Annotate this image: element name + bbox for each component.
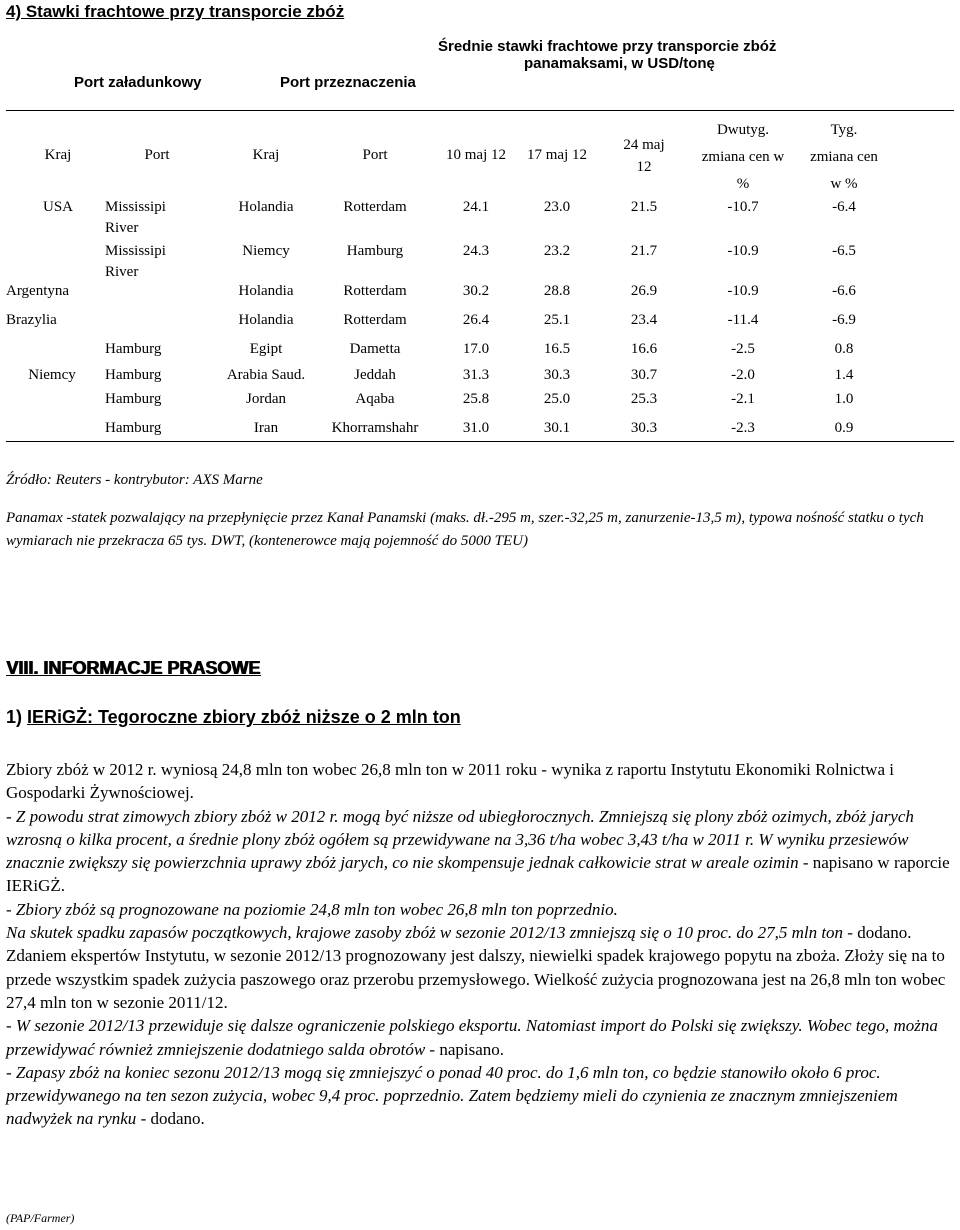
article-credit: (PAP/Farmer) — [6, 1211, 75, 1225]
cell-rate-date3: 26.9 — [630, 283, 658, 299]
port-loading-header: Port załadunkowy — [74, 74, 202, 91]
article-quote: - W sezonie 2012/13 przewiduje się dalsze ograniczenie polskiego eksportu. Natomiast import do Polski się zwiększy. Wobec tego, można przewidywać również zmniejszenie dodatniego salda obrotów — [6, 1016, 938, 1059]
cell-rate-date1: 30.2 — [462, 283, 490, 299]
cell-rate-date1: 31.0 — [462, 420, 490, 436]
article-body — [6, 758, 956, 1131]
rates-title-line1: Średnie stawki frachtowe przy transporcie zbóż — [438, 38, 777, 55]
cell-rate-date2: 25.0 — [543, 391, 571, 407]
panamax-note: Panamax -statek pozwalający na przepłynięcie przez Kanał Panamski (maks. dł.-295 m, szer.-32,25 m, zanurzenie-13,5 m), typowa nośność statku o tych wymiarach nie przekracza 65 tys. DWT, (kontenerowce mają pojemność do 5000 TEU) — [6, 510, 924, 549]
article-attribution: - napisano. — [425, 1039, 505, 1059]
table-bottom-rule — [6, 441, 954, 442]
cell-change-weekly: -6.6 — [832, 283, 856, 299]
cell-rate-date3: 21.5 — [630, 199, 658, 215]
cell-rate-date1: 24.3 — [462, 243, 490, 259]
section-title-press-text: VIII. INFORMACJE PRASOWE — [6, 658, 261, 678]
cell-country-dest: Iran — [253, 420, 279, 436]
cell-country-dest: Arabia Saud. — [226, 367, 306, 383]
port-destination-header: Port przeznaczenia — [280, 74, 416, 91]
cell-change-biweekly: -2.3 — [731, 420, 755, 436]
article-paragraph — [6, 805, 956, 898]
article-paragraph — [6, 921, 956, 944]
cell-country-dest: Egipt — [249, 341, 283, 357]
cell-change-biweekly: -2.1 — [731, 391, 755, 407]
cell-country-origin: USA — [42, 199, 74, 215]
article-paragraph — [6, 1014, 956, 1061]
article-quote: - Zapasy zbóż na koniec sezonu 2012/13 mogą się zmniejszyć o ponad 40 proc. do 1,6 mln ton, co będzie stanowiło około 6 proc. przewidywanego na ten sezon zużycia, wobec 9,4 proc. poprzednio. Zatem będziemy mieli do czynienia ze znacznym zmniejszeniem nadwyżek na rynku — [6, 1062, 898, 1129]
cell-rate-date1: 31.3 — [462, 367, 490, 383]
cell-rate-date2: 28.8 — [543, 283, 571, 299]
cell-country-dest: Jordan — [246, 391, 286, 407]
cell-rate-date2: 23.2 — [543, 243, 571, 259]
col-header-weekly-line3: w % — [830, 176, 858, 192]
col-header-biweekly-line1: Dwutyg. — [716, 122, 770, 138]
col-header-country-dest: Kraj — [252, 147, 280, 163]
col-header-port-origin: Port — [144, 147, 170, 163]
rates-title-line2: panamaksami, w USD/tonę — [524, 55, 715, 72]
table-top-rule — [6, 110, 954, 111]
col-header-weekly-line2: zmiana cen — [810, 149, 878, 165]
cell-port-origin: Hamburg — [105, 391, 162, 407]
cell-port-dest: Rotterdam — [343, 283, 407, 299]
source-note: Źródło: Reuters - kontrybutor: AXS Marne — [6, 472, 263, 488]
col-header-date2: 17 maj 12 — [527, 147, 587, 163]
article-quote: Na skutek spadku zapasów początkowych, krajowe zasoby zbóż w sezonie 2012/13 zmniejszą się o 10 proc. do 27,5 mln ton — [6, 923, 844, 943]
col-header-date1: 10 maj 12 — [446, 147, 506, 163]
cell-port-origin: Hamburg — [105, 367, 162, 383]
cell-rate-date2: 16.5 — [543, 341, 571, 357]
cell-rate-date2: 23.0 — [543, 199, 571, 215]
cell-port-dest: Dametta — [349, 341, 401, 357]
cell-change-weekly: -6.9 — [832, 312, 856, 328]
article-attribution: - dodano. — [843, 923, 912, 943]
cell-change-biweekly: -11.4 — [727, 312, 759, 328]
article-attribution: - dodano. — [136, 1109, 205, 1129]
article-quote: - Z powodu strat zimowych zbiory zbóż w 2012 r. mogą być niższe od ubiegłorocznych. Zmniejszą się plony zbóż ozimych, zbóż jarych wzrosną o kilka procent, a średnie plony zbóż ogółem są przewidywane na 3,36 t/ha wobec 3,43 t/ha w 2011 r. W wyniku przesiewów znacznie zwiększy się powierzchnia uprawy zbóż jarych, co nie skompensuje jednak całkowicie strat w areale ozimin — [6, 806, 914, 873]
cell-country-dest: Holandia — [238, 283, 294, 299]
article-paragraph: Zdaniem ekspertów Instytutu, w sezonie 2012/13 prognozowany jest dalszy, niewielki spadek krajowego popytu na zboża. Złoży się na to przede wszystkim spadek zużycia paszowego oraz przerobu przemysłowego. Wielkość zużycia prognozowana jest na 26,8 mln ton wobec 27,4 mln ton w sezonie 2011/12. — [6, 946, 946, 1012]
cell-change-biweekly: -10.9 — [727, 283, 759, 299]
section-title-press — [6, 658, 260, 679]
col-header-date3-line1: 24 maj — [623, 137, 665, 153]
cell-change-weekly: 1.0 — [834, 391, 854, 407]
cell-port-dest: Jeddah — [354, 367, 396, 383]
cell-change-biweekly: -10.9 — [727, 243, 759, 259]
cell-change-weekly: -6.5 — [832, 243, 856, 259]
article-title: IERiGŻ: Tegoroczne zbiory zbóż niższe o 2 mln ton — [27, 707, 461, 727]
cell-country-dest: Niemcy — [242, 243, 290, 259]
cell-port-origin: Mississipi — [105, 243, 166, 259]
col-header-biweekly-line3: % — [736, 176, 750, 192]
cell-port-origin: Hamburg — [105, 420, 162, 436]
cell-change-biweekly: -10.7 — [727, 199, 759, 215]
col-header-weekly-line1: Tyg. — [830, 122, 858, 138]
cell-change-biweekly: -2.0 — [731, 367, 755, 383]
cell-rate-date3: 30.7 — [630, 367, 658, 383]
cell-country-origin: Brazylia — [6, 312, 57, 328]
cell-port-origin-line2: River — [105, 264, 139, 280]
cell-rate-date2: 25.1 — [543, 312, 571, 328]
cell-country-dest: Holandia — [238, 312, 294, 328]
cell-country-origin: Niemcy — [28, 367, 76, 383]
cell-rate-date1: 25.8 — [462, 391, 490, 407]
col-header-country-origin: Kraj — [44, 147, 72, 163]
cell-rate-date3: 30.3 — [630, 420, 658, 436]
col-header-port-dest: Port — [362, 147, 388, 163]
cell-change-weekly: 0.9 — [834, 420, 854, 436]
cell-port-origin: Mississipi — [105, 199, 166, 215]
cell-rate-date2: 30.1 — [543, 420, 571, 436]
article-number: 1) — [6, 707, 28, 727]
article-heading — [6, 707, 461, 728]
cell-port-dest: Khorramshahr — [331, 420, 419, 436]
cell-rate-date1: 17.0 — [462, 341, 490, 357]
col-header-biweekly-line2: zmiana cen w — [701, 149, 785, 165]
article-quote: - Zbiory zbóż są prognozowane na poziomie 24,8 mln ton wobec 26,8 mln ton poprzednio. — [6, 899, 618, 919]
section-title: 4) Stawki frachtowe przy transporcie zbóż — [6, 2, 345, 21]
article-paragraph: Zbiory zbóż w 2012 r. wyniosą 24,8 mln ton wobec 26,8 mln ton w 2011 roku - wynika z raportu Instytutu Ekonomiki Rolnictwa i Gospodarki Żywnościowej. — [6, 760, 894, 803]
cell-port-origin-line2: River — [105, 220, 139, 236]
cell-country-dest: Holandia — [238, 199, 294, 215]
cell-change-weekly: -6.4 — [832, 199, 856, 215]
cell-port-origin: Hamburg — [105, 341, 162, 357]
cell-change-weekly: 0.8 — [834, 341, 854, 357]
article-paragraph — [6, 1061, 956, 1131]
cell-rate-date2: 30.3 — [543, 367, 571, 383]
cell-change-biweekly: -2.5 — [731, 341, 755, 357]
cell-port-dest: Hamburg — [346, 243, 404, 259]
cell-rate-date1: 24.1 — [462, 199, 490, 215]
article-attribution: - napisano w raporcie IERiGŻ. — [6, 853, 950, 896]
cell-rate-date1: 26.4 — [462, 312, 490, 328]
cell-port-dest: Rotterdam — [343, 312, 407, 328]
cell-rate-date3: 25.3 — [630, 391, 658, 407]
cell-rate-date3: 23.4 — [630, 312, 658, 328]
cell-rate-date3: 16.6 — [630, 341, 658, 357]
cell-rate-date3: 21.7 — [630, 243, 658, 259]
cell-port-dest: Rotterdam — [343, 199, 407, 215]
cell-change-weekly: 1.4 — [834, 367, 854, 383]
cell-country-origin: Argentyna — [6, 283, 70, 299]
col-header-date3-line2: 12 — [636, 159, 652, 175]
cell-port-dest: Aqaba — [355, 391, 395, 407]
